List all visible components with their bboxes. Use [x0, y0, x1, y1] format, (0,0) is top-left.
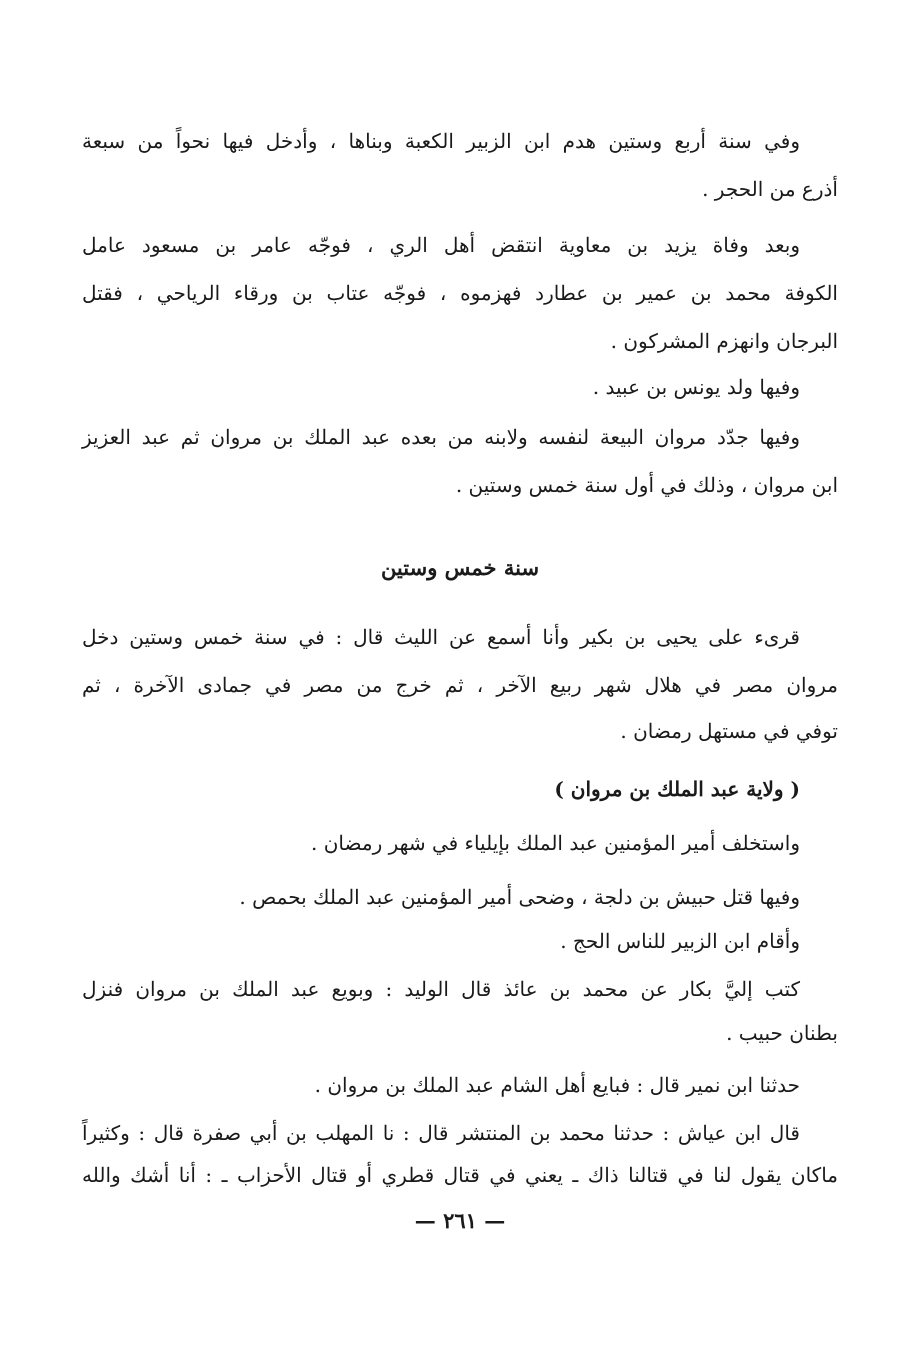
paragraph-line: وفي سنة أربع وستين هدم ابن الزبير الكعبة وبناها ، وأدخل فيها نحواً من سبعة: [82, 129, 800, 153]
paragraph-line: وفيها قتل حبيش بن دلجة ، وضحى أمير المؤمنين عبد الملك بحمص .: [239, 885, 800, 909]
section-heading: سنة خمس وستين: [380, 555, 540, 580]
paragraph-line: ابن مروان ، وذلك في أول سنة خمس وستين .: [455, 473, 838, 497]
paragraph-line: أذرع من الحجر .: [702, 177, 838, 201]
paragraph-line: وبعد وفاة يزيد بن معاوية انتقض أهل الري ، فوجّه عامر بن مسعود عامل: [82, 233, 800, 257]
paragraph-line: توفي في مستهل رمضان .: [620, 719, 838, 743]
paragraph-line: كتب إليَّ بكار عن محمد بن عائذ قال الوليد : وبويع عبد الملك بن مروان فنزل: [82, 977, 800, 1001]
paragraph-line: البرجان وانهزم المشركون .: [610, 329, 838, 353]
subsection-heading: ( ولاية عبد الملك بن مروان ): [554, 777, 800, 801]
paragraph-line: الكوفة محمد بن عمير بن عطارد فهزموه ، فوجّه عتاب بن ورقاء الرياحي ، فقتل: [82, 281, 838, 305]
paragraph-line: بطنان حبيب .: [726, 1021, 838, 1045]
paragraph-line: قرىء على يحيى بن بكير وأنا أسمع عن الليث قال : في سنة خمس وستين دخل: [82, 625, 800, 649]
paragraph-line: حدثنا ابن نمير قال : فبايع أهل الشام عبد الملك بن مروان .: [314, 1073, 800, 1097]
paragraph-line: ماكان يقول لنا في قتالنا ذاك ـ يعني في قتال قطري أو قتال الأحزاب ـ : أنا أشك والله: [82, 1163, 838, 1187]
paragraph-line: قال ابن عياش : حدثنا محمد بن المنتشر قال : نا المهلب بن أبي صفرة قال : وكثيراً: [82, 1121, 800, 1145]
paragraph-line: مروان مصر في هلال شهر ربيع الآخر ، ثم خرج من مصر في جمادى الآخرة ، ثم: [82, 673, 838, 697]
paragraph-line: وأقام ابن الزبير للناس الحج .: [560, 929, 800, 953]
paragraph-line: وفيها جدّد مروان البيعة لنفسه ولابنه من بعده عبد الملك بن مروان ثم عبد العزيز: [82, 425, 800, 449]
paragraph-line: واستخلف أمير المؤمنين عبد الملك بإيلياء في شهر رمضان .: [311, 831, 800, 855]
page-number: — ٢٦١ —: [414, 1208, 506, 1233]
paragraph-line: وفيها ولد يونس بن عبيد .: [592, 375, 800, 399]
